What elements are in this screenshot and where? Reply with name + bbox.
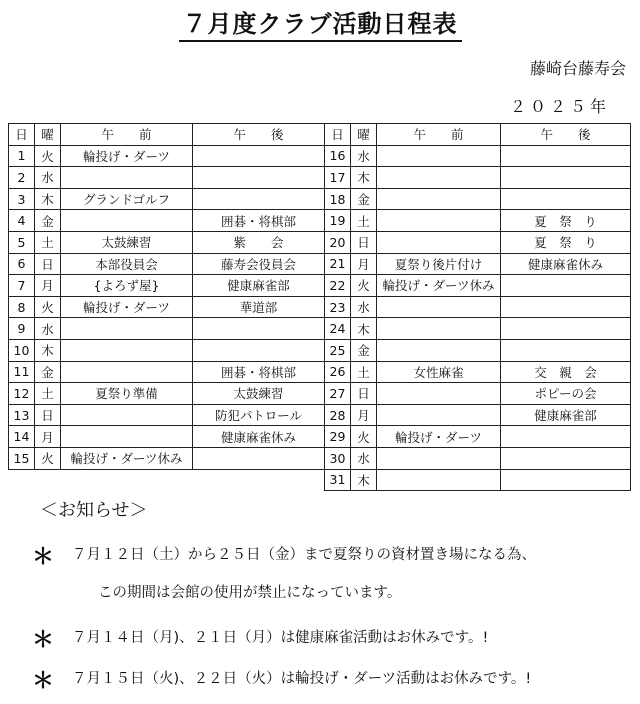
day-cell: 23 [325,296,351,318]
afternoon-cell [501,188,631,210]
morning-cell: 太鼓練習 [61,231,193,253]
morning-cell [61,339,193,361]
morning-cell [377,404,501,426]
schedule-table-left [8,123,325,470]
weekday-cell: 火 [351,275,377,297]
afternoon-cell [501,167,631,189]
table-row [325,404,631,426]
table-row [9,383,325,405]
afternoon-cell: 防犯パトロール [193,404,325,426]
weekday-cell: 金 [35,361,61,383]
header-morning: 午 前 [377,124,501,146]
morning-cell [377,339,501,361]
table-row [9,167,325,189]
afternoon-cell [501,318,631,340]
afternoon-cell [193,167,325,189]
morning-cell [377,383,501,405]
afternoon-cell: ポピーの会 [501,383,631,405]
afternoon-cell: 健康麻雀部 [193,275,325,297]
morning-cell: 輪投げ・ダーツ [377,426,501,448]
morning-cell [377,447,501,469]
notice-text: ７月１２日（土）から２５日（金）まで夏祭りの資材置き場になる為、 [72,547,536,563]
day-cell: 6 [9,253,35,275]
table-row [9,318,325,340]
day-cell: 22 [325,275,351,297]
table-row [9,253,325,275]
morning-cell: 本部役員会 [61,253,193,275]
table-row [9,361,325,383]
weekday-cell: 火 [351,426,377,448]
afternoon-cell [501,426,631,448]
morning-cell [377,210,501,232]
afternoon-cell [501,145,631,167]
afternoon-cell: 囲碁・将棋部 [193,210,325,232]
morning-cell [377,167,501,189]
morning-cell [61,361,193,383]
weekday-cell: 火 [35,145,61,167]
table-row [325,447,631,469]
table-row [9,339,325,361]
afternoon-cell: 紫 会 [193,231,325,253]
table-row [325,296,631,318]
weekday-cell: 木 [351,318,377,340]
morning-cell: 輪投げ・ダーツ [61,145,193,167]
table-row [325,469,631,491]
table-row [9,188,325,210]
header-morning: 午 前 [61,124,193,146]
weekday-cell: 土 [351,210,377,232]
weekday-cell: 火 [35,296,61,318]
afternoon-cell [193,318,325,340]
day-cell: 26 [325,361,351,383]
day-cell: 5 [9,231,35,253]
organization-name: 藤崎台藤寿会 [529,59,626,78]
weekday-cell: 日 [35,404,61,426]
afternoon-cell [501,275,631,297]
table-row [325,145,631,167]
notice-item [32,626,489,653]
day-cell: 2 [9,167,35,189]
day-cell: 18 [325,188,351,210]
weekday-cell: 水 [35,167,61,189]
table-row [325,339,631,361]
notice-item [32,543,536,570]
table-row [325,383,631,405]
day-cell: 27 [325,383,351,405]
day-cell: 30 [325,447,351,469]
afternoon-cell [501,469,631,491]
table-row [9,404,325,426]
header-weekday: 曜 [351,124,377,146]
weekday-cell: 火 [35,447,61,469]
table-row [9,231,325,253]
day-cell: 17 [325,167,351,189]
notice-item [32,667,532,694]
morning-cell: 輪投げ・ダーツ休み [377,275,501,297]
morning-cell [377,188,501,210]
afternoon-cell [193,145,325,167]
notice-text: この期間は会館の使用が禁止になっています。 [98,585,402,601]
weekday-cell: 木 [35,339,61,361]
day-cell: 20 [325,231,351,253]
day-cell: 21 [325,253,351,275]
afternoon-cell: 夏 祭 り [501,210,631,232]
table-row [325,275,631,297]
schedule-table-right [324,123,631,491]
weekday-cell: 月 [351,404,377,426]
morning-cell: 夏祭り後片付け [377,253,501,275]
afternoon-cell [501,296,631,318]
day-cell: 31 [325,469,351,491]
header-afternoon: 午 後 [501,124,631,146]
asterisk-bullet: ＊ [32,545,55,570]
morning-cell: 輪投げ・ダーツ [61,296,193,318]
weekday-cell: 木 [351,469,377,491]
day-cell: 7 [9,275,35,297]
afternoon-cell: 太鼓練習 [193,383,325,405]
table-row [9,145,325,167]
weekday-cell: 月 [35,426,61,448]
weekday-cell: 土 [35,383,61,405]
weekday-cell: 水 [351,145,377,167]
notice-text: ７月１４日（月)、２１日（月）は健康麻雀活動はお休みです。! [72,630,489,646]
afternoon-cell [193,188,325,210]
afternoon-cell: 藤寿会役員会 [193,253,325,275]
morning-cell [61,426,193,448]
header-day: 日 [9,124,35,146]
weekday-cell: 日 [351,231,377,253]
weekday-cell: 水 [35,318,61,340]
day-cell: 14 [9,426,35,448]
day-cell: 29 [325,426,351,448]
morning-cell [377,318,501,340]
table-row [325,167,631,189]
morning-cell: グランドゴルフ [61,188,193,210]
header-day: 日 [325,124,351,146]
table-row [9,426,325,448]
table-row [325,210,631,232]
table-row [9,275,325,297]
weekday-cell: 土 [35,231,61,253]
day-cell: 1 [9,145,35,167]
morning-cell: 女性麻雀 [377,361,501,383]
table-row [9,296,325,318]
table-header-row [9,124,325,146]
morning-cell [377,145,501,167]
afternoon-cell: 交 親 会 [501,361,631,383]
weekday-cell: 水 [351,447,377,469]
schedule-title [0,4,640,39]
afternoon-cell [193,447,325,469]
header-afternoon: 午 後 [193,124,325,146]
day-cell: 9 [9,318,35,340]
morning-cell: 夏祭り準備 [61,383,193,405]
morning-cell [377,296,501,318]
asterisk-bullet: ＊ [32,628,55,653]
morning-cell [61,404,193,426]
weekday-cell: 日 [351,383,377,405]
afternoon-cell [501,339,631,361]
asterisk-bullet: ＊ [32,669,55,694]
day-cell: 16 [325,145,351,167]
table-header-row [325,124,631,146]
notice-text: ７月１５日（火)、２２日（火）は輪投げ・ダーツ活動はお休みです。! [72,671,532,687]
year-label: ２０２５年 [509,97,610,116]
morning-cell [61,210,193,232]
afternoon-cell: 健康麻雀休み [193,426,325,448]
weekday-cell: 土 [351,361,377,383]
table-row [9,210,325,232]
afternoon-cell: 健康麻雀部 [501,404,631,426]
morning-cell: 輪投げ・ダーツ休み [61,447,193,469]
table-row [9,447,325,469]
afternoon-cell [501,447,631,469]
weekday-cell: 日 [35,253,61,275]
afternoon-cell: 華道部 [193,296,325,318]
table-row [325,318,631,340]
morning-cell [377,469,501,491]
table-row [325,253,631,275]
title-text: ７月度クラブ活動日程表 [179,10,462,42]
afternoon-cell: 囲碁・将棋部 [193,361,325,383]
table-row [325,231,631,253]
weekday-cell: 木 [35,188,61,210]
day-cell: 28 [325,404,351,426]
notice-item-continuation [98,581,401,602]
day-cell: 15 [9,447,35,469]
day-cell: 25 [325,339,351,361]
day-cell: 4 [9,210,35,232]
weekday-cell: 月 [351,253,377,275]
weekday-cell: 金 [351,188,377,210]
weekday-cell: 金 [35,210,61,232]
table-row [325,188,631,210]
weekday-cell: 水 [351,296,377,318]
afternoon-cell: 夏 祭 り [501,231,631,253]
notice-heading: ＜お知らせ＞ [40,500,148,521]
day-cell: 13 [9,404,35,426]
table-row [325,426,631,448]
day-cell: 24 [325,318,351,340]
weekday-cell: 月 [35,275,61,297]
day-cell: 10 [9,339,35,361]
day-cell: 12 [9,383,35,405]
morning-cell: {よろず屋} [61,275,193,297]
morning-cell [377,231,501,253]
afternoon-cell [193,339,325,361]
day-cell: 8 [9,296,35,318]
table-row [325,361,631,383]
afternoon-cell: 健康麻雀休み [501,253,631,275]
weekday-cell: 木 [351,167,377,189]
day-cell: 11 [9,361,35,383]
morning-cell [61,167,193,189]
weekday-cell: 金 [351,339,377,361]
day-cell: 3 [9,188,35,210]
day-cell: 19 [325,210,351,232]
header-weekday: 曜 [35,124,61,146]
morning-cell [61,318,193,340]
